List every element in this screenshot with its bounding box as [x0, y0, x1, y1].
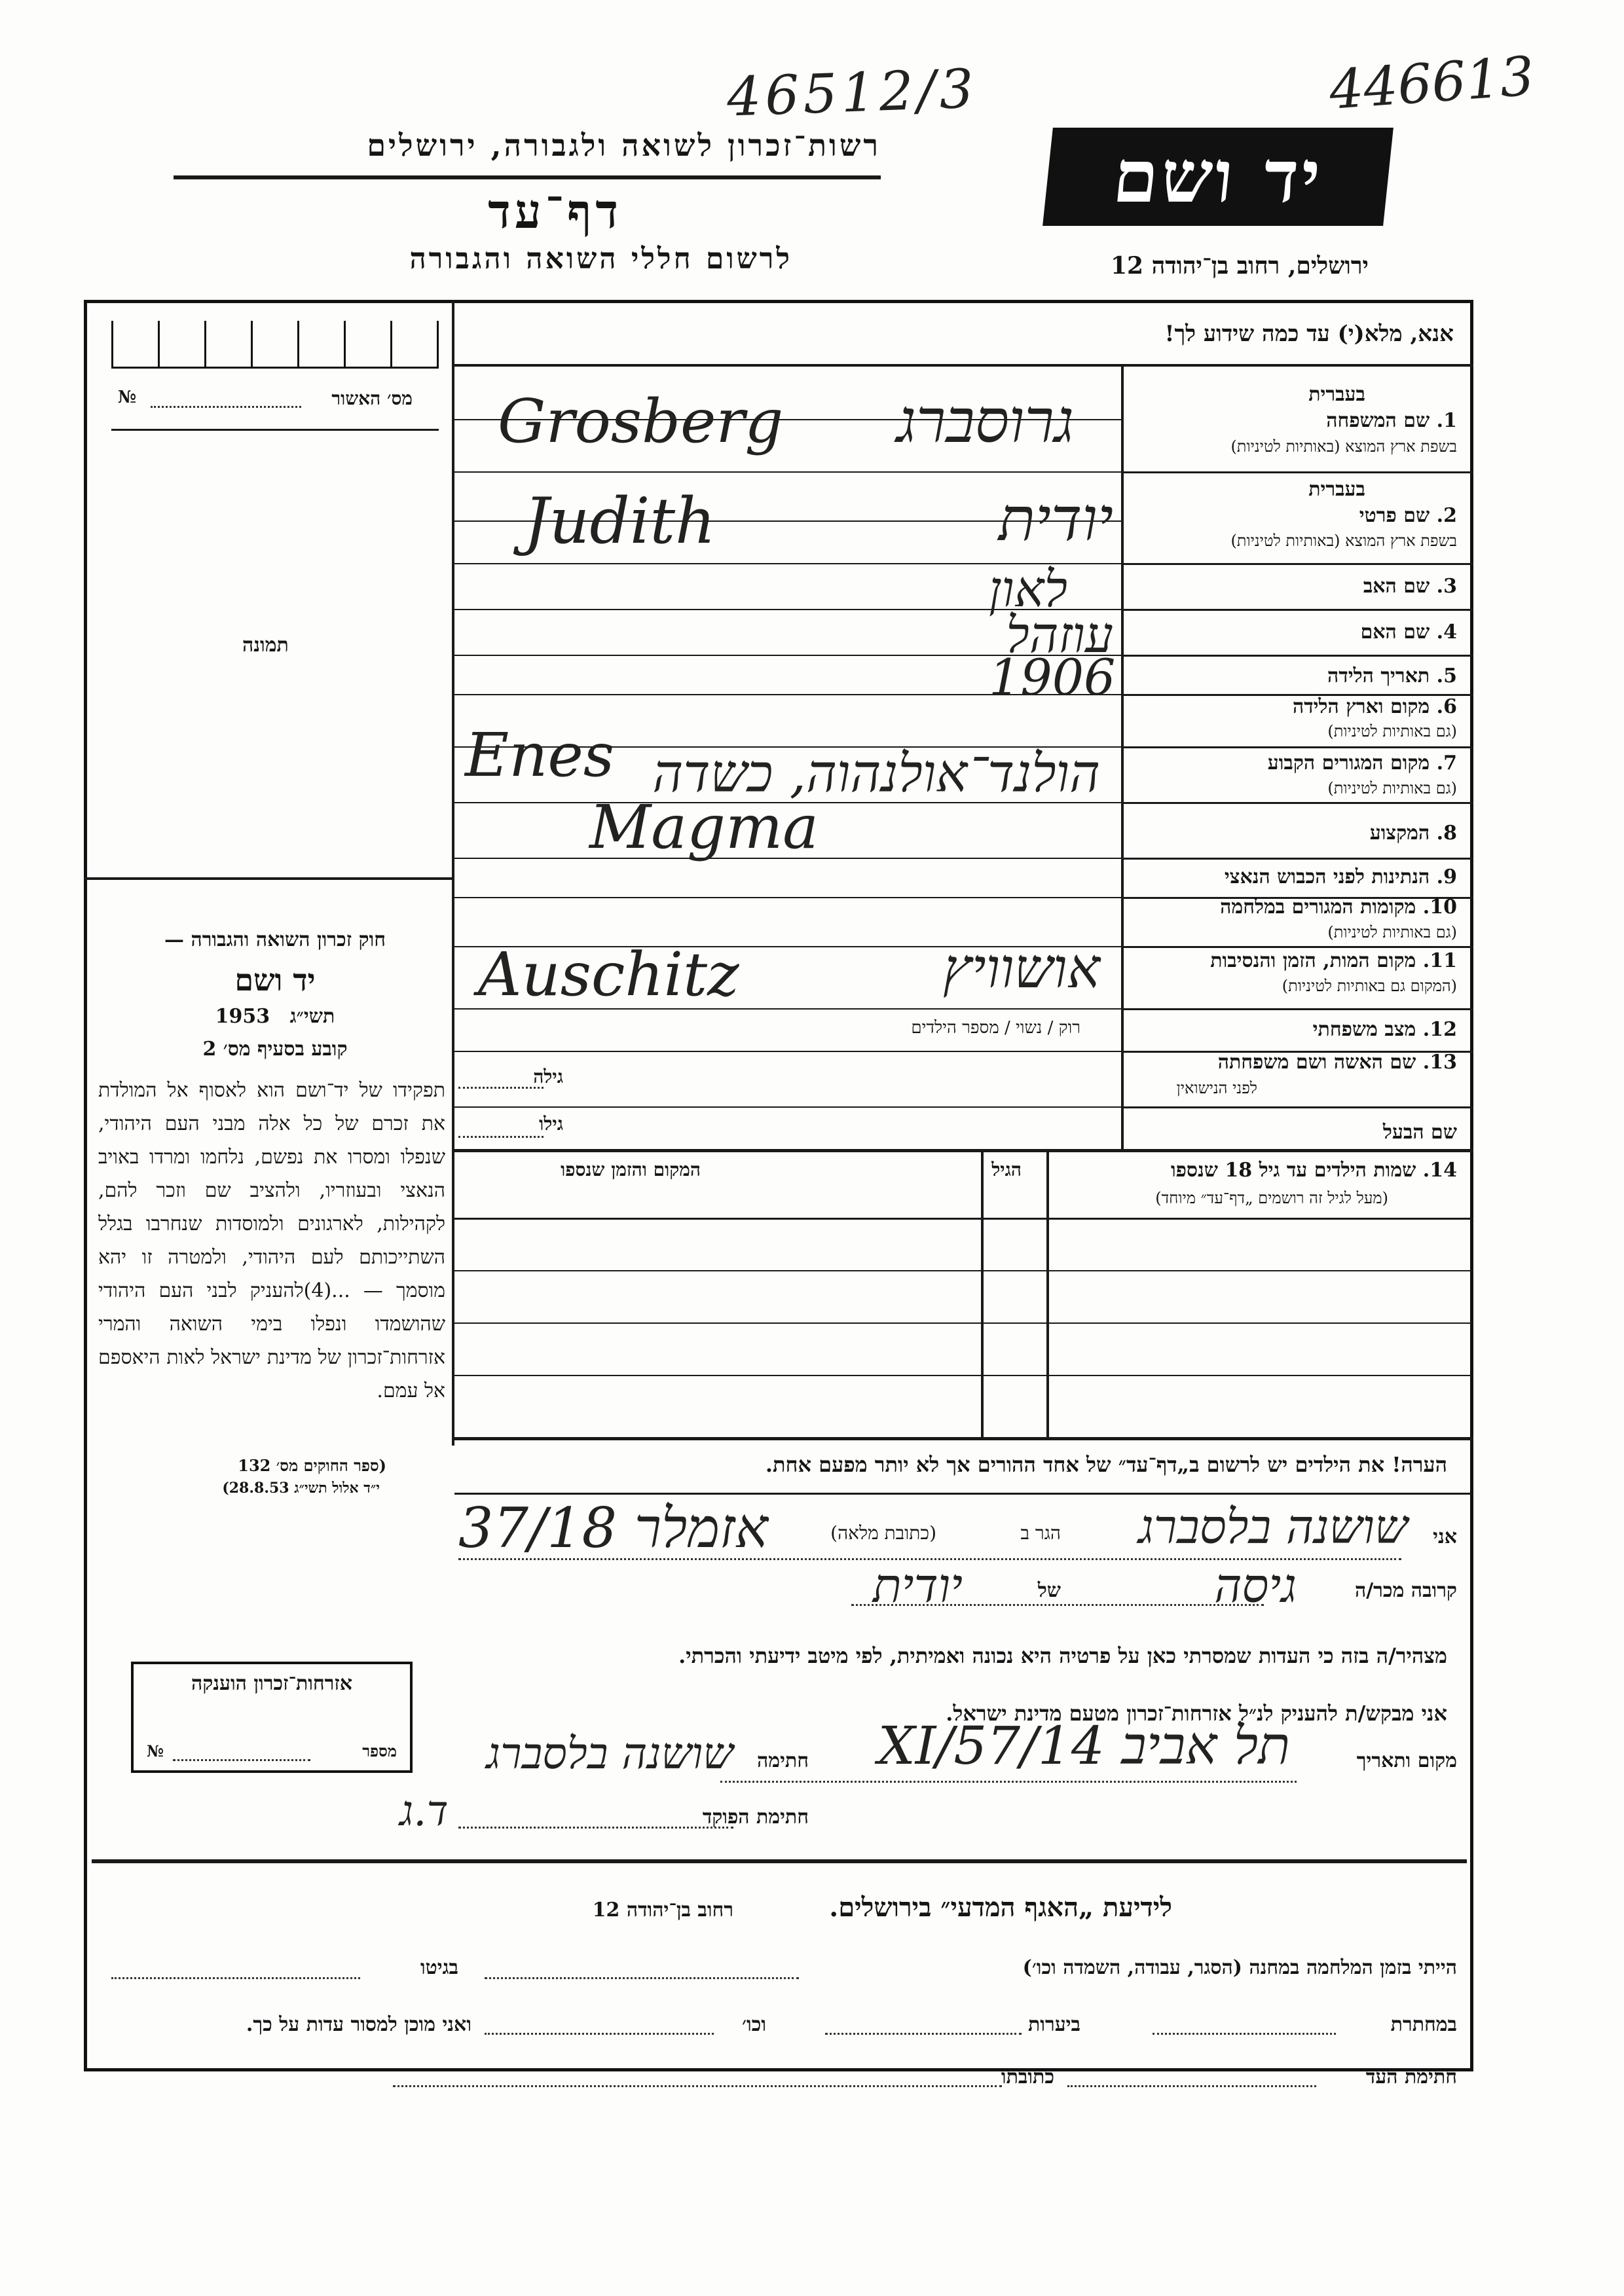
footer-underground-label: במחתרת — [1390, 2013, 1457, 2036]
institution-line: רשות־זכרון לשואה ולגבורה, ירושלים — [367, 128, 881, 163]
intro-text: אנא, מלא(י) עד כמה שידוע לך! — [1164, 321, 1454, 347]
photo-label: תמונה — [242, 634, 289, 657]
decl-signature-label: חתימה — [757, 1749, 809, 1772]
field-4-label — [1361, 621, 1457, 644]
children-col-place-time: המקום והזמן שנספו — [561, 1159, 701, 1180]
children-subtitle: (מעל לגיל זה רושמים „דף־עד״ מיוחד) — [1155, 1189, 1388, 1207]
field-1-hebrew-value[interactable]: גרוסברג — [896, 386, 1074, 456]
field-11-text: מקום המות, הזמן והנסיבות — [1210, 949, 1416, 972]
field-3-text: שם האב — [1363, 575, 1430, 598]
decl-place-date-label: מקום ותאריך — [1356, 1749, 1457, 1772]
decl-residing-label: הגר ב — [1020, 1522, 1061, 1544]
field-2-hebrew-value[interactable]: יודית — [998, 484, 1113, 555]
note-text: הערה! את הילדים יש לרשום ב„דף־עד״ של אחד ההורים אך לא יותר מפעם אחת. — [765, 1452, 1447, 1477]
field-12-options: רוק / נשוי / מספר הילדים — [911, 1018, 1080, 1038]
field-7-label — [1268, 752, 1457, 774]
footer-testimony-label: ואני מוכן למסור עדות על כך. — [246, 2013, 471, 2036]
decl-signer-name[interactable]: שושנה בלסברג — [1137, 1499, 1408, 1554]
decl-signature-value[interactable]: שושנה בלסברג — [486, 1728, 733, 1779]
field-6-text: מקום וארץ הלידה — [1292, 695, 1430, 718]
field-3-label — [1363, 575, 1457, 598]
corner-number: 446613 — [1327, 45, 1536, 122]
field-8-label — [1370, 822, 1457, 845]
field-12-text: מצב משפחתי — [1312, 1018, 1416, 1041]
field-10-label — [1220, 896, 1457, 919]
archive-number: 46512/3 — [726, 58, 979, 129]
field-10-num: 10. — [1422, 896, 1457, 919]
field-2-sub: בשפת ארץ המוצא (באותיות לטיניות) — [1230, 532, 1457, 550]
field-5-value[interactable]: 1906 — [989, 648, 1116, 706]
field-1-sub: בשפת ארץ המוצא (באותיות לטיניות) — [1230, 437, 1457, 456]
field-3-num: 3. — [1436, 575, 1457, 598]
field-1-latin-value[interactable]: Grosberg — [498, 386, 784, 456]
decl-relative-label: קרובה מכר/ה — [1354, 1579, 1457, 1602]
approval-no-label: מס׳ האשור — [331, 388, 413, 409]
field-1-num: 1. — [1436, 409, 1457, 432]
field-13-label — [1218, 1051, 1457, 1074]
footer-address: רחוב בן־יהודה 12 — [592, 1899, 733, 1922]
field-2-tag: בעברית — [1308, 478, 1365, 501]
footer-title: לידיעת „האגף המדעי״ בירושלים. — [829, 1892, 1172, 1923]
children-title-text: שמות הילדים עד גיל 18 שנספו — [1170, 1159, 1416, 1182]
law-ref: (ספר החוקים מס׳ 132 — [238, 1456, 386, 1475]
children-col-age: הגיל — [991, 1159, 1022, 1180]
law-text: תפקידו של יד־ושם הוא לאסוף אל המולדת את זכרם של כל אלה מבני העם היהודי, שנפלו ומסרו את נפשם, נלחמו ומרדו באויב הנאצי ובעוזריו, ולהציב שם וזכר להם, לקהילות, לארגונים ולמוסדות שנחרבו בגלל השתייכותם לעם היהודי, ולמטרה זו יהא מוסמך — ...(4)להעניק לבני העם היהודי שהושמדו ונפלו בימי השואה והמרי אזרחות־זכרון של מדינת ישראל לאות היאספם אל עמם. — [98, 1079, 446, 1402]
field-13-age-label: גילה — [533, 1066, 563, 1087]
field-1-label — [1326, 409, 1457, 432]
logo-text: יד ושם — [1109, 134, 1327, 219]
footer-camp-label: הייתי בזמן המלחמה במחנה (הסגר, עבודה, השמדה וכו׳) — [1022, 1956, 1457, 1979]
field-7-hebrew-value[interactable]: הולנד־אולנהוה, כשדה — [652, 743, 1100, 804]
decl-request: אני מבקש/ת להעניק לנ״ל אזרחות־זכרון מטעם מדינת ישראל. — [946, 1701, 1447, 1726]
law-name: יד ושם — [234, 962, 316, 998]
field-7-latin-value[interactable]: Enes — [465, 720, 615, 790]
field-11-hebrew-value[interactable]: אושוויץ — [942, 936, 1100, 1000]
field-3-value[interactable]: לאון — [989, 560, 1067, 618]
field-8-num: 8. — [1436, 822, 1457, 845]
field-11-latin-value[interactable]: Auschitz — [478, 939, 739, 1010]
field-11-sub: (המקום גם באותיות לטיניות) — [1282, 977, 1457, 995]
field-4-text: שם האם — [1360, 621, 1430, 644]
law-ref-date: י״ד אלול תשי״ג 28.8.53) — [222, 1480, 380, 1497]
field-7-num: 7. — [1436, 752, 1457, 774]
field-9-text: הנתינות לפני הכבוש הנאצי — [1224, 866, 1430, 888]
field-2-num: 2. — [1436, 504, 1457, 527]
decl-address-label: (כתובת מלאה) — [830, 1522, 936, 1544]
decl-i-label: אני — [1433, 1525, 1457, 1548]
approval-no-mark: № — [118, 388, 137, 407]
approval-boxes — [111, 321, 439, 369]
form-subtitle: לרשום חללי השואה והגבורה — [409, 242, 792, 276]
field-8-value[interactable]: Magma — [589, 792, 819, 862]
field-5-text: תאריך הלידה — [1327, 665, 1430, 687]
field-1-text: שם המשפחה — [1326, 409, 1430, 432]
field-7-text: מקום המגורים הקבוע — [1267, 752, 1430, 774]
decl-place-date-value[interactable]: תל אביב 14/XI/57 — [877, 1715, 1290, 1776]
memorial-title: אזרחות־זכרון הוענקה — [191, 1672, 353, 1695]
decl-official-value: ד.ג — [399, 1787, 449, 1836]
header-address: ירושלים, רחוב בן־יהודה 12 — [1110, 252, 1369, 280]
law-section: קובע בסעיף מס׳ 2 — [202, 1038, 348, 1061]
memorial-number-mark: № — [147, 1741, 164, 1760]
children-title — [1171, 1159, 1457, 1182]
field-5-num: 5. — [1436, 665, 1457, 687]
field-12-label — [1313, 1018, 1457, 1041]
decl-of-label: של — [1037, 1579, 1061, 1602]
field-6-sub: (גם באותיות לטיניות) — [1327, 722, 1457, 740]
field-13-num: 13. — [1422, 1051, 1457, 1074]
law-title: חוק זכרון השואה והגבורה — — [164, 928, 386, 951]
husband-age-label: גילו — [539, 1113, 563, 1135]
footer-witness-address-label: כתובתו — [1001, 2066, 1054, 2088]
law-year — [105, 1005, 445, 1028]
field-9-num: 9. — [1436, 866, 1457, 888]
yad-vashem-logo — [1043, 128, 1393, 226]
field-2-latin-value[interactable]: Judith — [524, 484, 716, 558]
decl-of-value[interactable]: יודית — [872, 1558, 963, 1613]
field-4-value[interactable]: עוזהל — [1006, 606, 1113, 664]
field-2-label — [1359, 504, 1457, 527]
field-13-text: שם האשה ושם משפחתה — [1217, 1051, 1416, 1074]
law-year-hebrew: תשי״ג — [289, 1005, 335, 1028]
field-6-label — [1293, 695, 1457, 718]
field-4-num: 4. — [1436, 621, 1457, 644]
memorial-number-label: מספר — [362, 1741, 397, 1760]
field-1-tag: בעברית — [1308, 383, 1365, 406]
decl-signer-address[interactable]: אזמלר 37/18 — [458, 1496, 768, 1560]
field-9-label — [1225, 866, 1457, 888]
decl-official-label: חתימת הפוקד — [702, 1806, 809, 1829]
field-11-num: 11. — [1422, 949, 1457, 972]
field-12-num: 12. — [1422, 1018, 1457, 1041]
field-2-text: שם פרטי — [1359, 504, 1430, 527]
field-7-sub: (גם באותיות לטיניות) — [1327, 779, 1457, 797]
decl-statement: מצהיר/ה בזה כי העדות שמסרתי כאן על פרטיה היא נכונה ואמיתית, לפי מיטב ידיעתי והכרתי. — [678, 1643, 1447, 1668]
children-num: 14. — [1422, 1159, 1457, 1182]
field-10-text: מקומות המגורים במלחמה — [1220, 896, 1416, 919]
field-10-sub: (גם באותיות לטיניות) — [1327, 923, 1457, 941]
form-title: דף־עד — [488, 183, 622, 239]
field-6-num: 6. — [1436, 695, 1457, 718]
law-year-number: 1953 — [215, 1005, 270, 1028]
footer-witness-signature-label: חתימת העד — [1365, 2066, 1457, 2088]
field-13-sub: לפני הנישואין — [1176, 1079, 1257, 1097]
footer-ghetto-label: בגיטו — [420, 1956, 458, 1979]
field-11-label — [1210, 949, 1457, 972]
footer-etc-label: וכו׳ — [742, 2013, 766, 2036]
husband-label: שם הבעל — [1382, 1121, 1457, 1144]
field-8-text: המקצוע — [1369, 822, 1430, 845]
memorial-box — [131, 1662, 413, 1773]
field-5-label — [1327, 665, 1457, 687]
decl-relation-value[interactable]: גיסה — [1214, 1558, 1297, 1613]
footer-forests-label: ביערות — [1027, 2013, 1080, 2036]
